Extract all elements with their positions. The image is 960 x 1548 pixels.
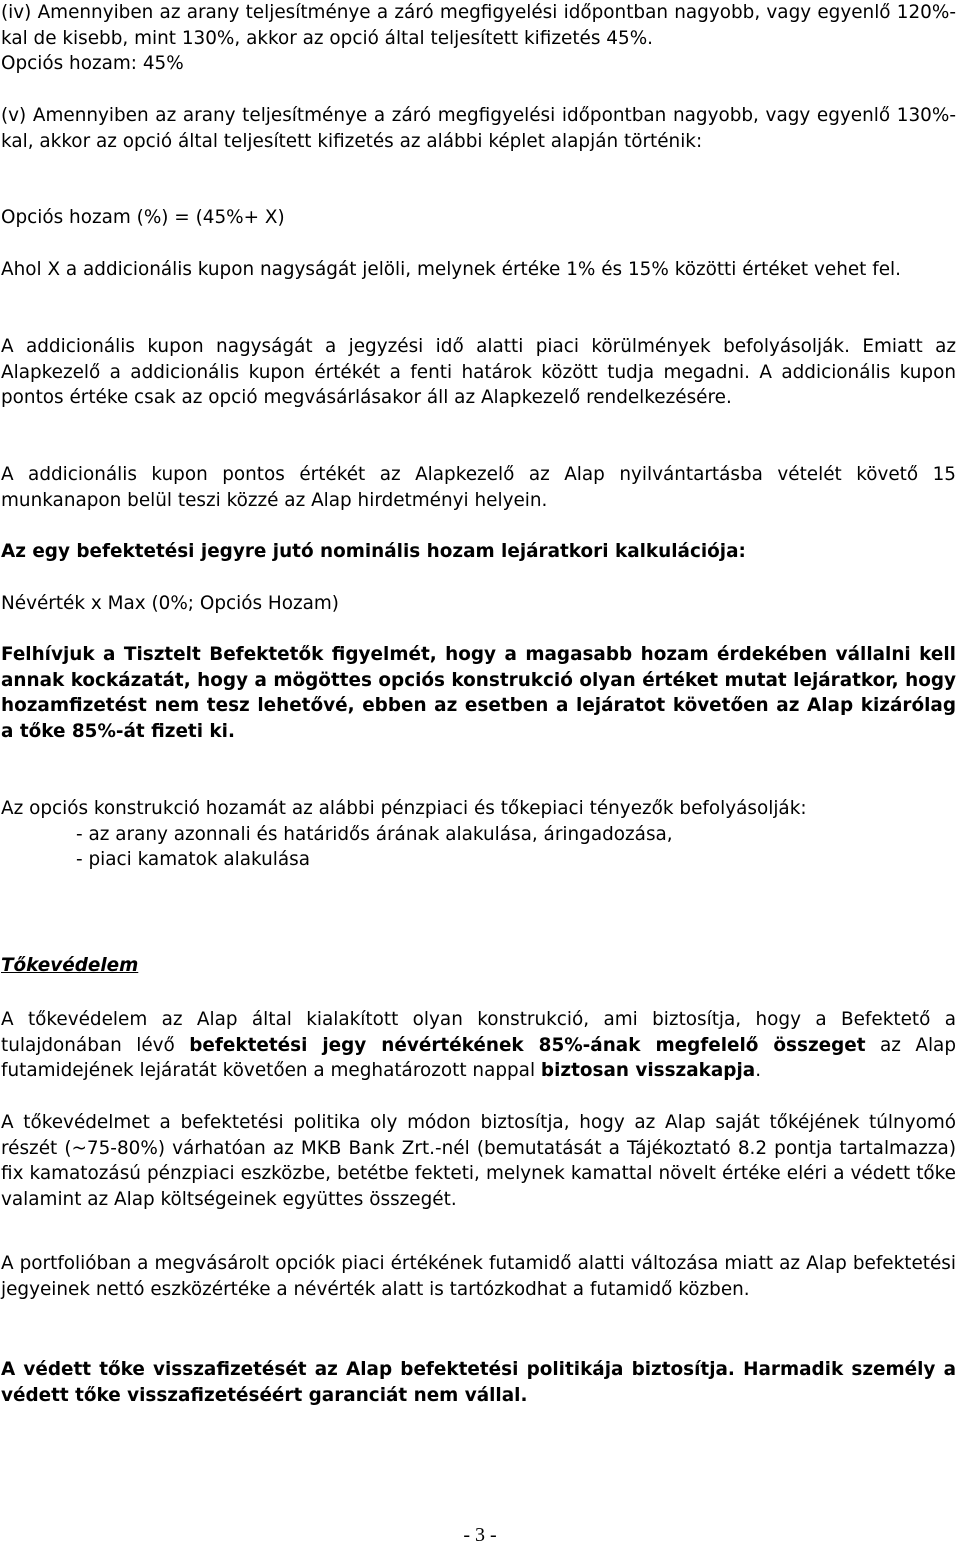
yield-formula: Opciós hozam (%) = (45%+ X) <box>1 207 285 228</box>
factor-item: - az arany azonnali és határidős árának alakulása, áringadozása, <box>76 824 673 845</box>
paragraph-x-definition: Ahol X a addicionális kupon nagyságát jelöli, melynek értéke 1% és 15% közötti értéket vehet fel. <box>1 259 901 280</box>
tv-text: . <box>755 1060 762 1082</box>
tv-text: az Alap futamidejének lejáratát követően a meghatározott nappal <box>1 1034 956 1082</box>
paragraph-case-iv: (iv) Amennyiben az arany teljesítménye a záró megfigyelési időpontban nagyobb, vagy egyenlő 120%-kal de kisebb, mint 130%, akkor az opció által teljesített kifizetés 45%. <box>1 2 956 49</box>
factor-item: - piaci kamatok alakulása <box>76 849 310 870</box>
warning-paragraph: Felhívjuk a Tisztelt Befektetők figyelmét, hogy a magasabb hozam érdekében vállalni kell annak kockázatát, hogy a mögöttes opciós konstrukció olyan értéket mutat lejáratkor, hogy hozamfizetést nem tesz lehetővé, ebben az esetben a lejáratot követően az Alap kizárólag a tőke 85%-át fizeti ki. <box>1 644 956 742</box>
option-yield-iv: Opciós hozam: 45% <box>1 53 184 74</box>
paragraph-investment-policy: A tőkevédelmet a befektetési politika oly módon biztosítja, hogy az Alap saját tőkéjének túlnyomó részét (~75-80%) várhatóan az MKB Bank Zrt.-nél (bemutatását a Tájékoztató 8.2 pontja tartalmazza) fix kamatozású pénzpiaci eszközbe, betétbe fekteti, melynek kamattal növelt értéke eléri a védett tőke valamint az Alap költségeinek együttes összegét. <box>1 1112 956 1210</box>
paragraph-additional-coupon: A addicionális kupon nagyságát a jegyzési idő alatti piaci körülmények befolyásolják. Emiatt az Alapkezelő a addicionális kupon értékét a fenti határok között tudja megadni. A addicionális kupon pontos értéke csak az opció megvásárlásakor áll az Alapkezelő rendelkezésére. <box>1 336 956 409</box>
factors-intro: Az opciós konstrukció hozamát az alábbi pénzpiaci és tőkepiaci tényezők befolyásolják: <box>1 798 807 819</box>
page-number: - 3 - <box>463 1524 497 1546</box>
tv-bold-amount: befektetési jegy névértékének 85%-ának megfelelő összeget <box>189 1034 866 1056</box>
paragraph-protected-capital: A védett tőke visszafizetését az Alap befektetési politikája biztosítja. Harmadik személy a védett tőke visszafizetéséért garanciát nem vállal. <box>1 1359 956 1406</box>
paragraph-case-v: (v) Amennyiben az arany teljesítménye a záró megfigyelési időpontban nagyobb, vagy egyenlő 130%-kal, akkor az opció által teljesített kifizetés az alábbi képlet alapján történik: <box>1 105 956 152</box>
calculation-formula: Névérték x Max (0%; Opciós Hozam) <box>1 593 339 614</box>
tv-bold-return: biztosan visszakapja <box>540 1060 756 1082</box>
paragraph-coupon-publication: A addicionális kupon pontos értékét az Alapkezelő az Alap nyilvántartásba vételét követő 15 munkanapon belül teszi közzé az Alap hirdetményi helyein. <box>1 464 956 511</box>
paragraph-capital-protection <box>1 1007 956 1084</box>
tv-text: A tőkevédelem az Alap által kialakított olyan konstrukció, ami biztosítja, hogy a Befektető a tulajdonában lévő <box>1 1009 956 1056</box>
heading-yield-calculation: Az egy befektetési jegyre jutó nominális hozam lejáratkori kalkulációja: <box>1 541 746 562</box>
heading-capital-protection: Tőkevédelem <box>1 955 139 976</box>
paragraph-portfolio-options: A portfolióban a megvásárolt opciók piaci értékének futamidő alatti változása miatt az Alap befektetési jegyeinek nettó eszközértéke a névérték alatt is tartózkodhat a futamidő közben. <box>1 1253 956 1300</box>
